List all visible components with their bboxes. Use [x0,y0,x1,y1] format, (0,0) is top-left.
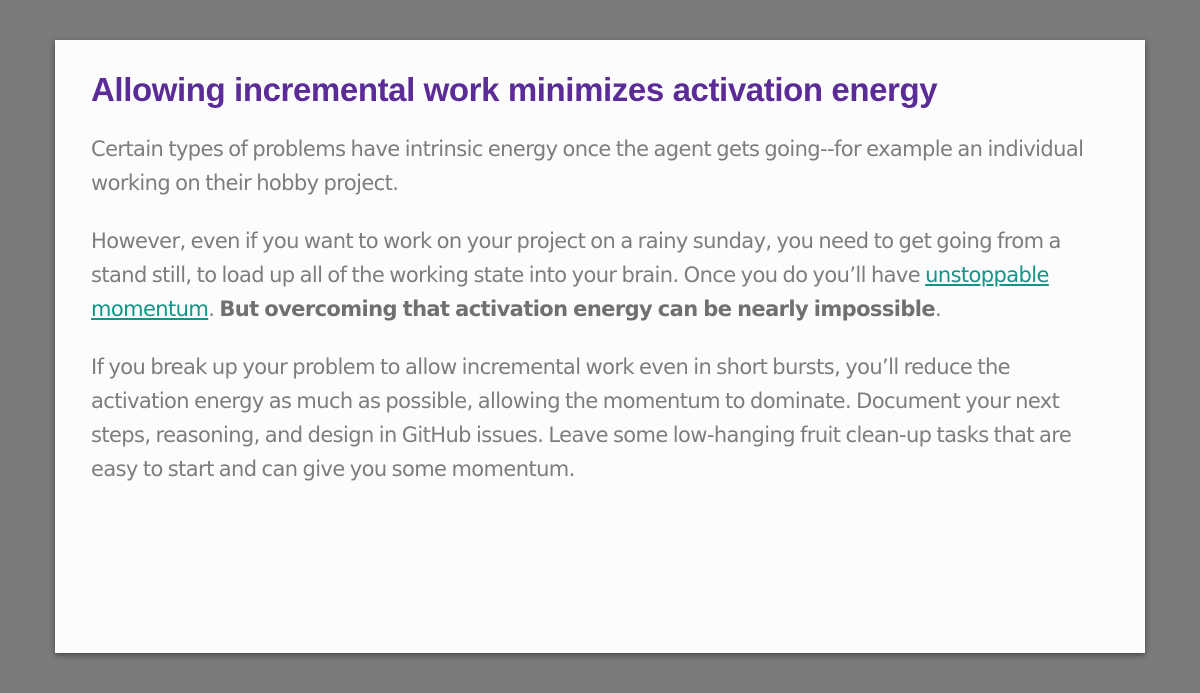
paragraph-momentum-separator: . [208,297,220,321]
paragraph-momentum-end: . [935,297,942,321]
slide [55,40,1145,653]
activation-energy-emphasis: But overcoming that activation energy can be nearly impossible [219,297,935,321]
slide-title: Allowing incremental work minimizes activation energy [91,71,938,108]
paragraph-intro: Certain types of problems have intrinsic energy once the agent gets going--for example an individual working on their hobby project. [91,137,1084,195]
paragraph-momentum [91,224,1109,326]
paragraph-incremental: If you break up your problem to allow incremental work even in short bursts, you’ll reduce the activation energy as much as possible, allowing the momentum to dominate. Document your next steps, reasoning, and design in GitHub issues. Leave some low-hanging fruit clean-up tasks that are easy to start and can give you some momentum. [91,355,1072,481]
paragraph-momentum-text: However, even if you want to work on your project on a rainy sunday, you need to get going from a stand still, to load up all of the working state into your brain. Once you do you’ll have [91,229,1061,287]
unstoppable-momentum-link[interactable]: unstoppable momentum [91,263,1049,321]
